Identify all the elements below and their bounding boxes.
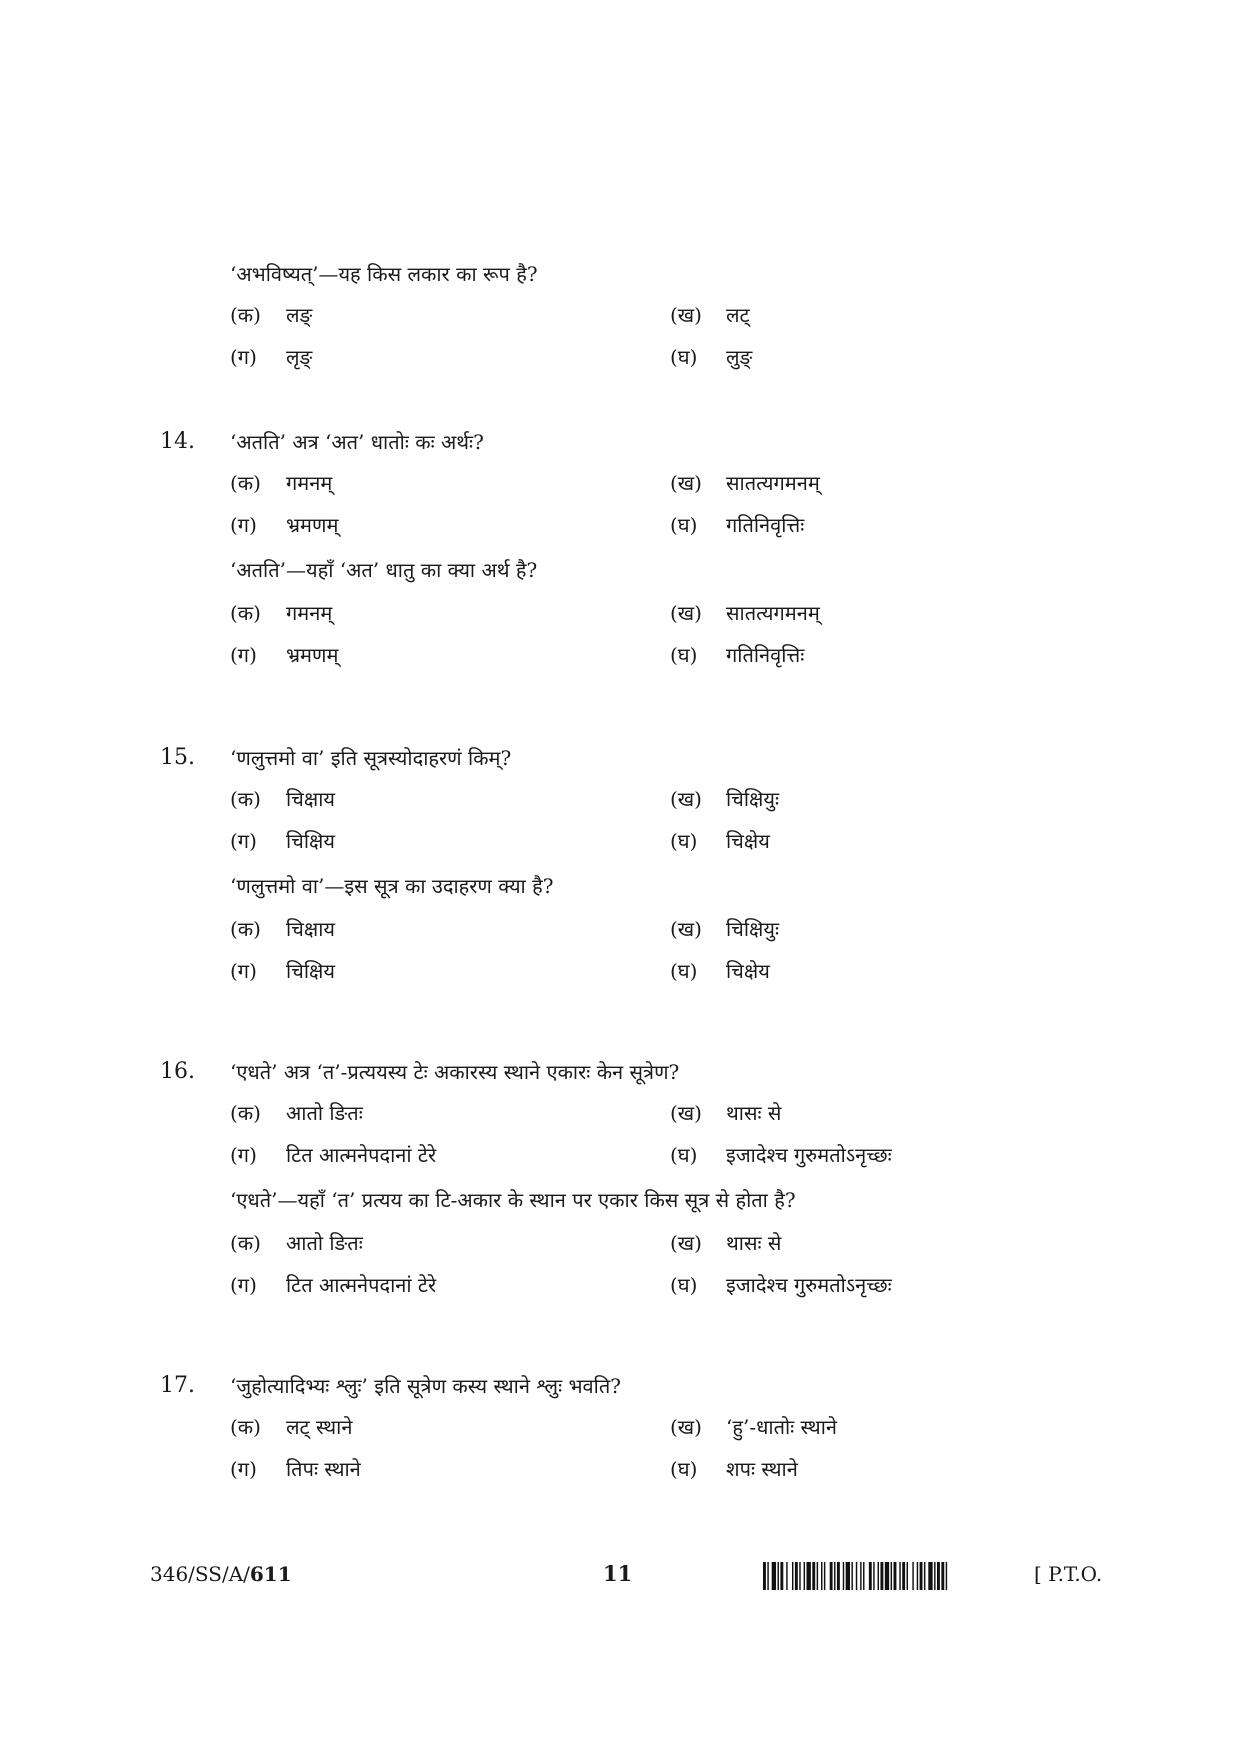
question-text: ‘णलुत्तमो वा’ इति सूत्रस्योदाहरणं किम्? — [230, 746, 512, 770]
question-text-hindi: ‘अतति’—यहाँ ‘अत’ धातु का क्या अर्थ है? — [230, 558, 538, 582]
option-ga-hindi: (ग) भ्रमणम् — [230, 643, 339, 667]
barcode-bar — [869, 1562, 872, 1590]
pto-label: [ P.T.O. — [1034, 1562, 1103, 1586]
barcode-bar — [924, 1562, 925, 1590]
barcode-bar — [786, 1562, 787, 1590]
option-kha: (ख) थासः से — [670, 1101, 782, 1125]
barcode-bar — [860, 1562, 861, 1590]
option-gha-hindi: (घ) इजादेश्च गुरुमतोऽनृच्छः — [670, 1273, 892, 1297]
barcode-bar — [821, 1562, 822, 1590]
question-text: ‘अतति’ अत्र ‘अत’ धातोः कः अर्थः? — [230, 430, 484, 454]
option-ka: (क) गमनम् — [230, 471, 333, 495]
barcode — [763, 1562, 1023, 1590]
option-kha-hindi: (ख) सातत्यगमनम् — [670, 601, 820, 625]
option-gha: (घ) चिक्षेय — [670, 829, 770, 853]
barcode-bar — [899, 1562, 900, 1590]
barcode-bar — [934, 1562, 935, 1590]
barcode-bar — [878, 1562, 879, 1590]
barcode-bar — [812, 1562, 815, 1590]
option-ga: (ग) टित आत्मनेपदानां टेरे — [230, 1143, 437, 1167]
question-text-hindi: ‘णलुत्तमो वा’—इस सूत्र का उदाहरण क्या है? — [230, 874, 554, 898]
barcode-bar — [937, 1562, 940, 1590]
question-number: 16. — [160, 1059, 195, 1084]
barcode-bar — [792, 1562, 793, 1590]
option-kha: (ख) सातत्यगमनम् — [670, 471, 820, 495]
option-ga: (ग) लृङ् — [230, 345, 313, 369]
question-13-hindi — [160, 254, 940, 378]
option-kha: (ख) ‘हु’-धातोः स्थाने — [670, 1415, 837, 1439]
barcode-bar — [772, 1562, 776, 1590]
page-footer — [0, 1556, 1241, 1596]
option-gha: (घ) गतिनिवृत्तिः — [670, 513, 805, 537]
barcode-bar — [804, 1562, 805, 1590]
option-gha: (घ) लुङ् — [670, 345, 753, 369]
barcode-bar — [894, 1562, 897, 1590]
barcode-bar — [912, 1562, 913, 1590]
barcode-bar — [767, 1562, 768, 1590]
paper-code: 346/SS/A/611 — [150, 1562, 292, 1586]
option-ga-hindi: (ग) चिक्षिय — [230, 959, 335, 983]
question-number: 14. — [160, 429, 195, 454]
option-gha: (घ) शपः स्थाने — [670, 1457, 798, 1481]
page-number: 11 — [603, 1561, 633, 1586]
barcode-bar — [873, 1562, 874, 1590]
barcode-bar — [837, 1562, 840, 1590]
option-ka: (क) चिक्षाय — [230, 787, 335, 811]
question-17 — [160, 1366, 940, 1490]
barcode-bar — [830, 1562, 833, 1590]
barcode-bar — [856, 1562, 857, 1590]
barcode-bar — [834, 1562, 835, 1590]
option-ga-hindi: (ग) टित आत्मनेपदानां टेरे — [230, 1273, 437, 1297]
question-text-hindi: ‘एधते’—यहाँ ‘त’ प्रत्यय का टि-अकार के स्थान पर एकार किस सूत्र से होता है? — [230, 1188, 796, 1212]
barcode-bar — [920, 1562, 923, 1590]
barcode-bar — [880, 1562, 883, 1590]
barcode-bar — [763, 1562, 766, 1590]
option-gha: (घ) इजादेश्च गुरुमतोऽनृच्छः — [670, 1143, 892, 1167]
barcode-bar — [807, 1562, 811, 1590]
option-kha: (ख) लट् — [670, 303, 750, 327]
option-ka: (क) लङ् — [230, 303, 313, 327]
option-ka-hindi: (क) आतो ङितः — [230, 1231, 363, 1255]
barcode-bar — [795, 1562, 798, 1590]
barcode-bar — [928, 1562, 932, 1590]
option-ga: (ग) भ्रमणम् — [230, 513, 339, 537]
question-number: 17. — [160, 1373, 195, 1398]
question-text: ‘अभविष्यत्’—यह किस लकार का रूप है? — [230, 262, 538, 286]
barcode-bar — [817, 1562, 818, 1590]
barcode-bar — [846, 1562, 850, 1590]
option-gha-hindi: (घ) चिक्षेय — [670, 959, 770, 983]
option-ga: (ग) तिपः स्थाने — [230, 1457, 361, 1481]
barcode-bar — [780, 1562, 783, 1590]
question-text: ‘जुहोत्यादिभ्यः श्लुः’ इति सूत्रेण कस्य स्थाने श्लुः भवति? — [230, 1374, 621, 1398]
option-ka-hindi: (क) गमनम् — [230, 601, 333, 625]
barcode-bar — [843, 1562, 844, 1590]
option-ka: (क) लट् स्थाने — [230, 1415, 353, 1439]
option-ga: (ग) चिक्षिय — [230, 829, 335, 853]
question-14 — [160, 422, 940, 676]
barcode-bar — [778, 1562, 779, 1590]
barcode-bar — [907, 1562, 908, 1590]
question-text: ‘एधते’ अत्र ‘त’-प्रत्ययस्य टेः अकारस्य स्थाने एकारः केन सूत्रेण? — [230, 1060, 680, 1084]
option-ka-hindi: (क) चिक्षाय — [230, 917, 335, 941]
option-kha-hindi: (ख) थासः से — [670, 1231, 782, 1255]
question-15 — [160, 738, 940, 992]
barcode-bar — [902, 1562, 905, 1590]
barcode-bar — [885, 1562, 889, 1590]
option-kha-hindi: (ख) चिक्षियुः — [670, 917, 780, 941]
barcode-bar — [946, 1562, 947, 1590]
option-ka: (क) आतो ङितः — [230, 1101, 363, 1125]
question-16 — [160, 1052, 940, 1306]
option-kha: (ख) चिक्षियुः — [670, 787, 780, 811]
barcode-bar — [799, 1562, 800, 1590]
barcode-bar — [917, 1562, 918, 1590]
option-gha-hindi: (घ) गतिनिवृत्तिः — [670, 643, 805, 667]
barcode-bar — [863, 1562, 864, 1590]
barcode-bar — [941, 1562, 944, 1590]
barcode-bar — [851, 1562, 852, 1590]
barcode-bar — [891, 1562, 892, 1590]
barcode-bar — [824, 1562, 825, 1590]
question-number: 15. — [160, 745, 195, 770]
